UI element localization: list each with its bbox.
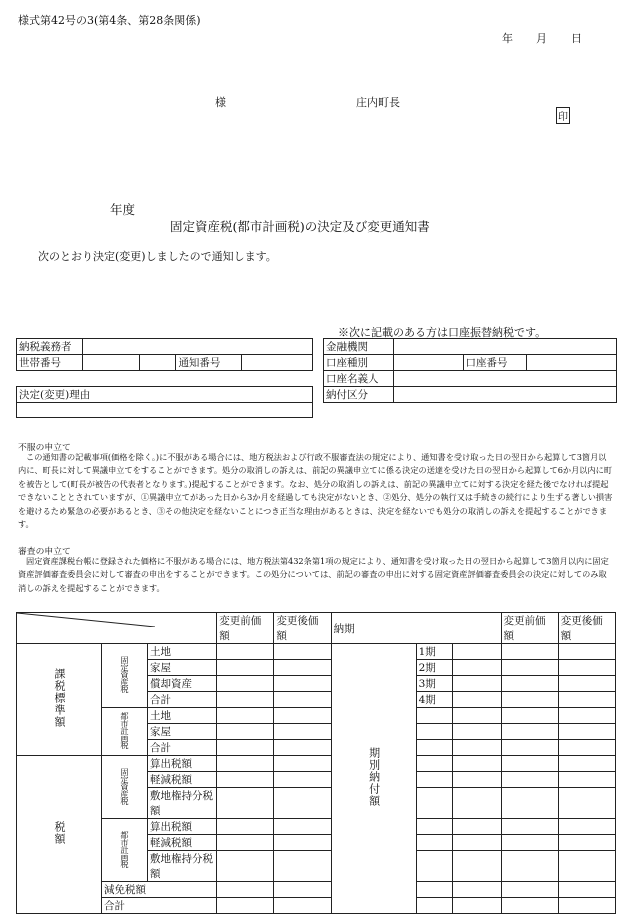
cell [274, 898, 331, 914]
group-base-label: 課税標準額 [53, 668, 66, 728]
row-house: 家屋 [148, 660, 217, 676]
account-no-value [527, 355, 617, 371]
period-2: 2期 [416, 660, 453, 676]
cell [416, 835, 453, 851]
row-land: 土地 [148, 644, 217, 660]
date-day: 日 [571, 32, 582, 45]
intro-text: 次のとおり決定(変更)しましたので通知します。 [38, 250, 277, 263]
fiscal-year-label: 年度 [110, 202, 136, 217]
col-period-header: 納期 [331, 613, 501, 644]
bank-info-table [323, 338, 617, 403]
cell [453, 882, 501, 898]
cell [558, 676, 615, 692]
review-body: 固定資産課税台帳に登録された価格に不服がある場合には、地方税法第432条第1項の規定により、通知書を受け取った日の翌日から起算して3箇月以内に固定資産評価審査委員会に対して審査の申出をすることができます。この処分については、前記の審査の申出に対する固定資産評価審査委員会の決定に対してのみ取消しの訴えを提起することができます。 [18, 556, 609, 593]
cell [558, 724, 615, 740]
cell [416, 882, 453, 898]
cell [217, 788, 274, 819]
cell [217, 898, 274, 914]
cell [501, 819, 558, 835]
cell [453, 660, 501, 676]
bank-label: 金融機関 [324, 339, 394, 355]
cell [501, 788, 558, 819]
cell [501, 660, 558, 676]
cell [274, 724, 331, 740]
cell [217, 644, 274, 660]
row-site-share-tax: 敷地権持分税額 [148, 788, 217, 819]
city-planning-cell-2 [102, 819, 148, 882]
tax-amount-table [16, 612, 616, 914]
bank-value [393, 339, 616, 355]
cell [558, 740, 615, 756]
period-1: 1期 [416, 644, 453, 660]
period-3: 3期 [416, 676, 453, 692]
reason-label: 決定(変更)理由 [17, 387, 313, 403]
notice-no-label: 通知番号 [176, 355, 242, 371]
cell [501, 772, 558, 788]
household-no-label: 世帯番号 [17, 355, 83, 371]
cell [501, 740, 558, 756]
row-total-tax: 合計 [102, 898, 217, 914]
row-exempt-tax: 減免税額 [102, 882, 217, 898]
cell [274, 819, 331, 835]
form-number: 様式第42号の3(第4条、第28条関係) [18, 14, 201, 27]
review-heading: 審査の申立て [18, 547, 71, 557]
cell [416, 898, 453, 914]
col-after-header: 変更後価額 [274, 613, 331, 644]
cell [274, 644, 331, 660]
row-reduced-tax: 軽減税額 [148, 772, 217, 788]
cell [453, 835, 501, 851]
cell [453, 708, 501, 724]
cell [217, 676, 274, 692]
cell [217, 835, 274, 851]
payment-category-value [393, 387, 616, 403]
installment-cell [331, 644, 416, 914]
installment-label: 期別納付額 [367, 747, 381, 807]
cell [453, 788, 501, 819]
cell [217, 756, 274, 772]
cell [274, 835, 331, 851]
taxpayer-info-table [16, 338, 313, 371]
objection-body: この通知書の記載事項(価格を除く。)に不服がある場合には、地方税法および行政不服審査法の規定により、通知書を受け取った日の翌日から起算して3箇月以内に、町長に対して異議申立てをすることができます。処分の取消しの訴えは、前記の異議申立てに係る決定の送達を受けた日の翌日から起算して6か月以内に町を被告として(町長が被告の代表者となります。)提起することができます。なお、処分の取消しの訴えは、前記の異議申立てに対する決定を経た後でなければ提起できないこととされていますが、①異議申立てがあった日から3か月を経過しても決定がないとき、②処分、処分の執行又は手続きの続行により生ずる著しい損害を避けるため緊急の必要があるとき、③その他決定を経ないことにつき正当な理由があるときは、決定を経ないでも処分の取消しの訴えを提起することができます。 [18, 452, 613, 530]
cell [558, 660, 615, 676]
cell [274, 788, 331, 819]
row-land-2: 土地 [148, 708, 217, 724]
cell [274, 676, 331, 692]
row-calc-tax: 算出税額 [148, 756, 217, 772]
cell [274, 692, 331, 708]
row-depreciable: 償却資産 [148, 676, 217, 692]
bank-note: ※次に記載のある方は口座振替納税です。 [338, 326, 547, 339]
col-before-header-2: 変更前価額 [501, 613, 558, 644]
cell [558, 692, 615, 708]
cell [501, 708, 558, 724]
objection-heading: 不服の申立て [18, 443, 71, 453]
cell [558, 772, 615, 788]
row-house-2: 家屋 [148, 724, 217, 740]
group-tax-cell [17, 756, 102, 914]
cell [558, 835, 615, 851]
cell [501, 756, 558, 772]
diagonal-line [17, 613, 155, 627]
cell [416, 708, 453, 724]
cell [416, 819, 453, 835]
city-planning-label-2: 都市計画税 [120, 830, 130, 867]
row-reduced-tax-2: 軽減税額 [148, 835, 217, 851]
account-type-label: 口座種別 [324, 355, 394, 371]
group-base-cell [17, 644, 102, 756]
cell [558, 756, 615, 772]
fixed-asset-label-2: 固定資産税 [120, 767, 130, 804]
cell [453, 819, 501, 835]
cell [217, 660, 274, 676]
household-no-extra [139, 355, 176, 371]
taxpayer-value [82, 339, 312, 355]
account-holder-label: 口座名義人 [324, 371, 394, 387]
city-planning-cell-1 [102, 708, 148, 756]
cell [217, 708, 274, 724]
issuer: 庄内町長 [356, 96, 400, 109]
cell [501, 898, 558, 914]
cell [274, 882, 331, 898]
cell [453, 772, 501, 788]
date-year: 年 [502, 32, 513, 45]
cell [416, 756, 453, 772]
cell [217, 882, 274, 898]
fixed-asset-label-1: 固定資産税 [120, 656, 130, 692]
cell [453, 756, 501, 772]
cell [274, 740, 331, 756]
cell [501, 835, 558, 851]
cell [217, 851, 274, 882]
payment-category-label: 納付区分 [324, 387, 394, 403]
taxpayer-label: 納税義務者 [17, 339, 83, 355]
cell [217, 724, 274, 740]
cell [416, 788, 453, 819]
row-total-2: 合計 [148, 740, 217, 756]
cell [274, 851, 331, 882]
row-site-share-tax-2: 敷地権持分税額 [148, 851, 217, 882]
cell [453, 692, 501, 708]
cell [217, 772, 274, 788]
reason-value [17, 403, 313, 418]
cell [416, 724, 453, 740]
seal-stamp: 印 [556, 107, 570, 124]
fixed-asset-cell-2 [102, 756, 148, 819]
page-title: 固定資産税(都市計画税)の決定及び変更通知書 [170, 219, 430, 234]
cell [501, 644, 558, 660]
cell [558, 851, 615, 882]
household-no-value [82, 355, 139, 371]
row-calc-tax-2: 算出税額 [148, 819, 217, 835]
cell [274, 708, 331, 724]
header-diagonal-cell [17, 613, 217, 644]
row-total-1: 合計 [148, 692, 217, 708]
cell [274, 660, 331, 676]
account-no-label: 口座番号 [463, 355, 527, 371]
cell [453, 740, 501, 756]
col-before-header: 変更前価額 [217, 613, 274, 644]
col-after-header-2: 変更後価額 [558, 613, 615, 644]
cell [558, 882, 615, 898]
cell [416, 772, 453, 788]
notice-no-value [242, 355, 313, 371]
cell [453, 724, 501, 740]
cell [217, 740, 274, 756]
addressee-suffix: 様 [215, 96, 226, 109]
reason-table [16, 386, 313, 418]
cell [501, 676, 558, 692]
cell [558, 708, 615, 724]
cell [453, 676, 501, 692]
cell [501, 724, 558, 740]
group-tax-label: 税額 [53, 821, 66, 845]
cell [558, 788, 615, 819]
cell [416, 851, 453, 882]
account-type-value [393, 355, 463, 371]
cell [217, 819, 274, 835]
cell [217, 692, 274, 708]
cell [558, 644, 615, 660]
cell [274, 756, 331, 772]
date-month: 月 [536, 32, 547, 45]
cell [558, 898, 615, 914]
fixed-asset-cell-1 [102, 644, 148, 708]
cell [453, 898, 501, 914]
cell [558, 819, 615, 835]
cell [501, 851, 558, 882]
period-4: 4期 [416, 692, 453, 708]
cell [453, 644, 501, 660]
cell [501, 692, 558, 708]
account-holder-value [393, 371, 616, 387]
cell [453, 851, 501, 882]
cell [416, 740, 453, 756]
city-planning-label-1: 都市計画税 [120, 712, 130, 748]
cell [274, 772, 331, 788]
cell [501, 882, 558, 898]
